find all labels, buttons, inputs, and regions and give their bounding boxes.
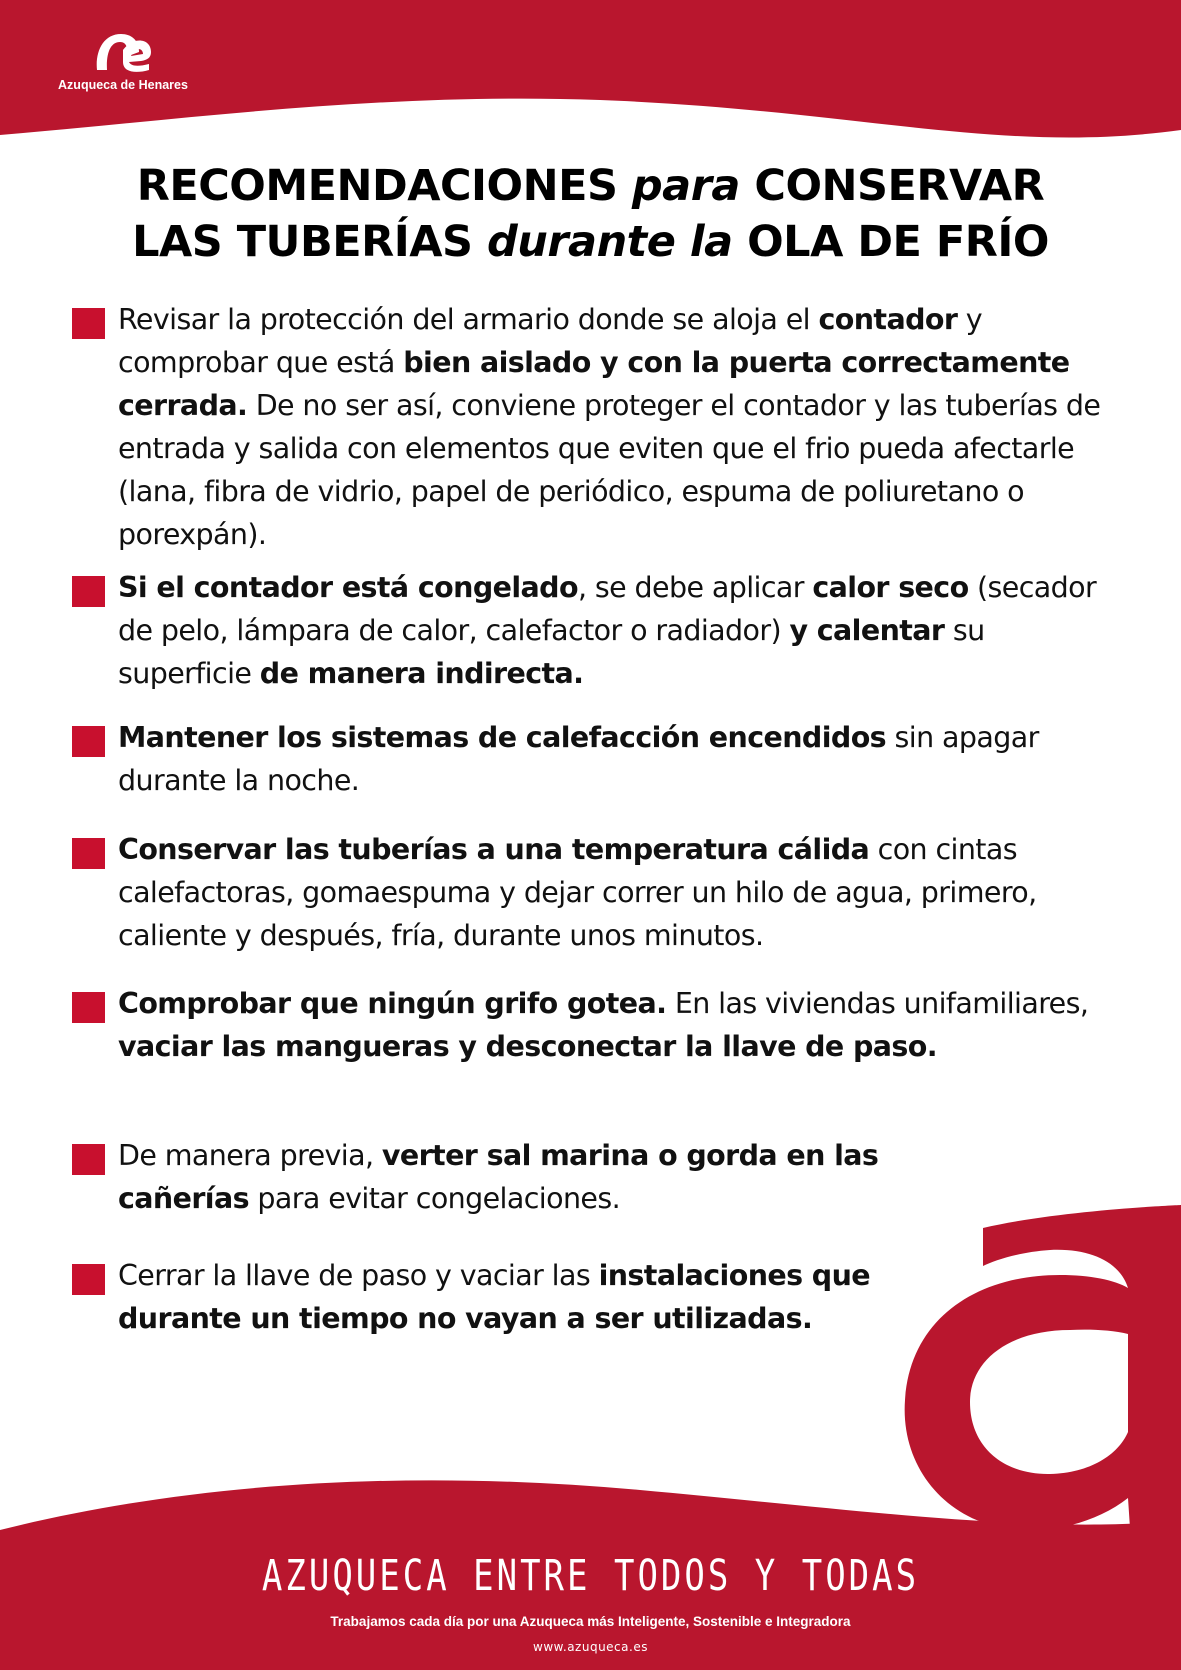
bold-text-run: Conservar las tuberías a una temperatura cálida: [118, 833, 870, 866]
title-segment: CONSERVAR: [754, 161, 1045, 211]
recommendation-item: [72, 828, 1117, 957]
square-bullet-icon: [72, 576, 105, 607]
ae-logo-icon: [93, 28, 153, 74]
recommendation-item: [72, 982, 1117, 1068]
footer-tagline: AZUQUECA ENTRE TODOS Y TODAS: [261, 1551, 920, 1601]
brand-logo[interactable]: [48, 28, 198, 92]
square-bullet-icon: [72, 726, 105, 757]
title-segment: durante la: [486, 217, 733, 267]
bold-text-run: bien aislado y con la puerta correctamente cerrada.: [118, 346, 1070, 422]
title-segment: RECOMENDACIONES: [136, 161, 618, 211]
bold-text-run: instalaciones que durante un tiempo no vayan a ser utilizadas.: [118, 1259, 871, 1335]
square-bullet-icon: [72, 1264, 105, 1295]
text-run: sin apagar durante la noche.: [118, 721, 1039, 797]
square-bullet-icon: [72, 992, 105, 1023]
brand-name: Azuqueca de Henares: [58, 78, 188, 92]
text-run: para evitar congelaciones.: [248, 1182, 621, 1215]
recommendation-text: [118, 982, 1117, 1068]
recommendation-text: [118, 1134, 918, 1220]
footer-url-link[interactable]: www.azuqueca.es: [533, 1640, 648, 1654]
title-segment: para: [631, 161, 740, 211]
square-bullet-icon: [72, 308, 105, 339]
text-run: Revisar la protección del armario donde se aloja el: [118, 303, 819, 336]
text-run: y comprobar que está: [118, 303, 983, 379]
recommendation-text: [118, 566, 1117, 695]
bold-text-run: de manera indirecta.: [259, 657, 584, 690]
bold-text-run: contador: [818, 303, 958, 336]
bold-text-run: Si el contador está congelado: [118, 571, 578, 604]
square-bullet-icon: [72, 1144, 105, 1175]
bold-text-run: vaciar las mangueras y desconectar la llave de paso.: [118, 1030, 937, 1063]
title-segment: LAS TUBERÍAS: [132, 217, 473, 267]
text-run: su superficie: [118, 614, 985, 690]
recommendation-item: [72, 1134, 1117, 1220]
text-run: Cerrar la llave de paso y vaciar las: [118, 1259, 599, 1292]
text-run: En las viviendas unifamiliares,: [666, 987, 1089, 1020]
recommendation-item: [72, 566, 1117, 695]
text-run: De no ser así, conviene proteger el contador y las tuberías de entrada y salida con elementos que eviten que el frio pueda afectarle (lana, fibra de vidrio, papel de periódico, espuma de poliuretano o porexpán).: [118, 389, 1101, 551]
square-bullet-icon: [72, 838, 105, 869]
bold-text-run: verter sal marina o gorda en las cañerías: [118, 1139, 879, 1215]
text-run: , se debe aplicar: [577, 571, 813, 604]
title-line-2: [40, 214, 1141, 270]
page-title: [40, 158, 1141, 270]
bold-text-run: Mantener los sistemas de calefacción encendidos: [118, 721, 887, 754]
bold-text-run: calor seco: [812, 571, 969, 604]
recommendation-item: [72, 716, 1117, 802]
recommendation-text: [118, 1254, 928, 1340]
footer-subtitle: Trabajamos cada día por una Azuqueca más Inteligente, Sostenible e Integradora: [330, 1614, 851, 1629]
text-run: con cintas calefactoras, gomaespuma y dejar correr un hilo de agua, primero, caliente y después, fría, durante unos minutos.: [118, 833, 1037, 952]
text-run: De manera previa,: [118, 1139, 382, 1172]
text-run: (secador de pelo, lámpara de calor, calefactor o radiador): [118, 571, 1097, 647]
recommendation-text: [118, 828, 1117, 957]
bold-text-run: y calentar: [789, 614, 945, 647]
recommendation-text: [118, 298, 1117, 556]
title-line-1: [137, 161, 1044, 211]
title-segment: OLA DE FRÍO: [747, 217, 1049, 267]
recommendation-item: [72, 298, 1117, 556]
recommendation-item: [72, 1254, 1117, 1340]
bold-text-run: Comprobar que ningún grifo gotea.: [118, 987, 667, 1020]
recommendation-text: [118, 716, 1117, 802]
